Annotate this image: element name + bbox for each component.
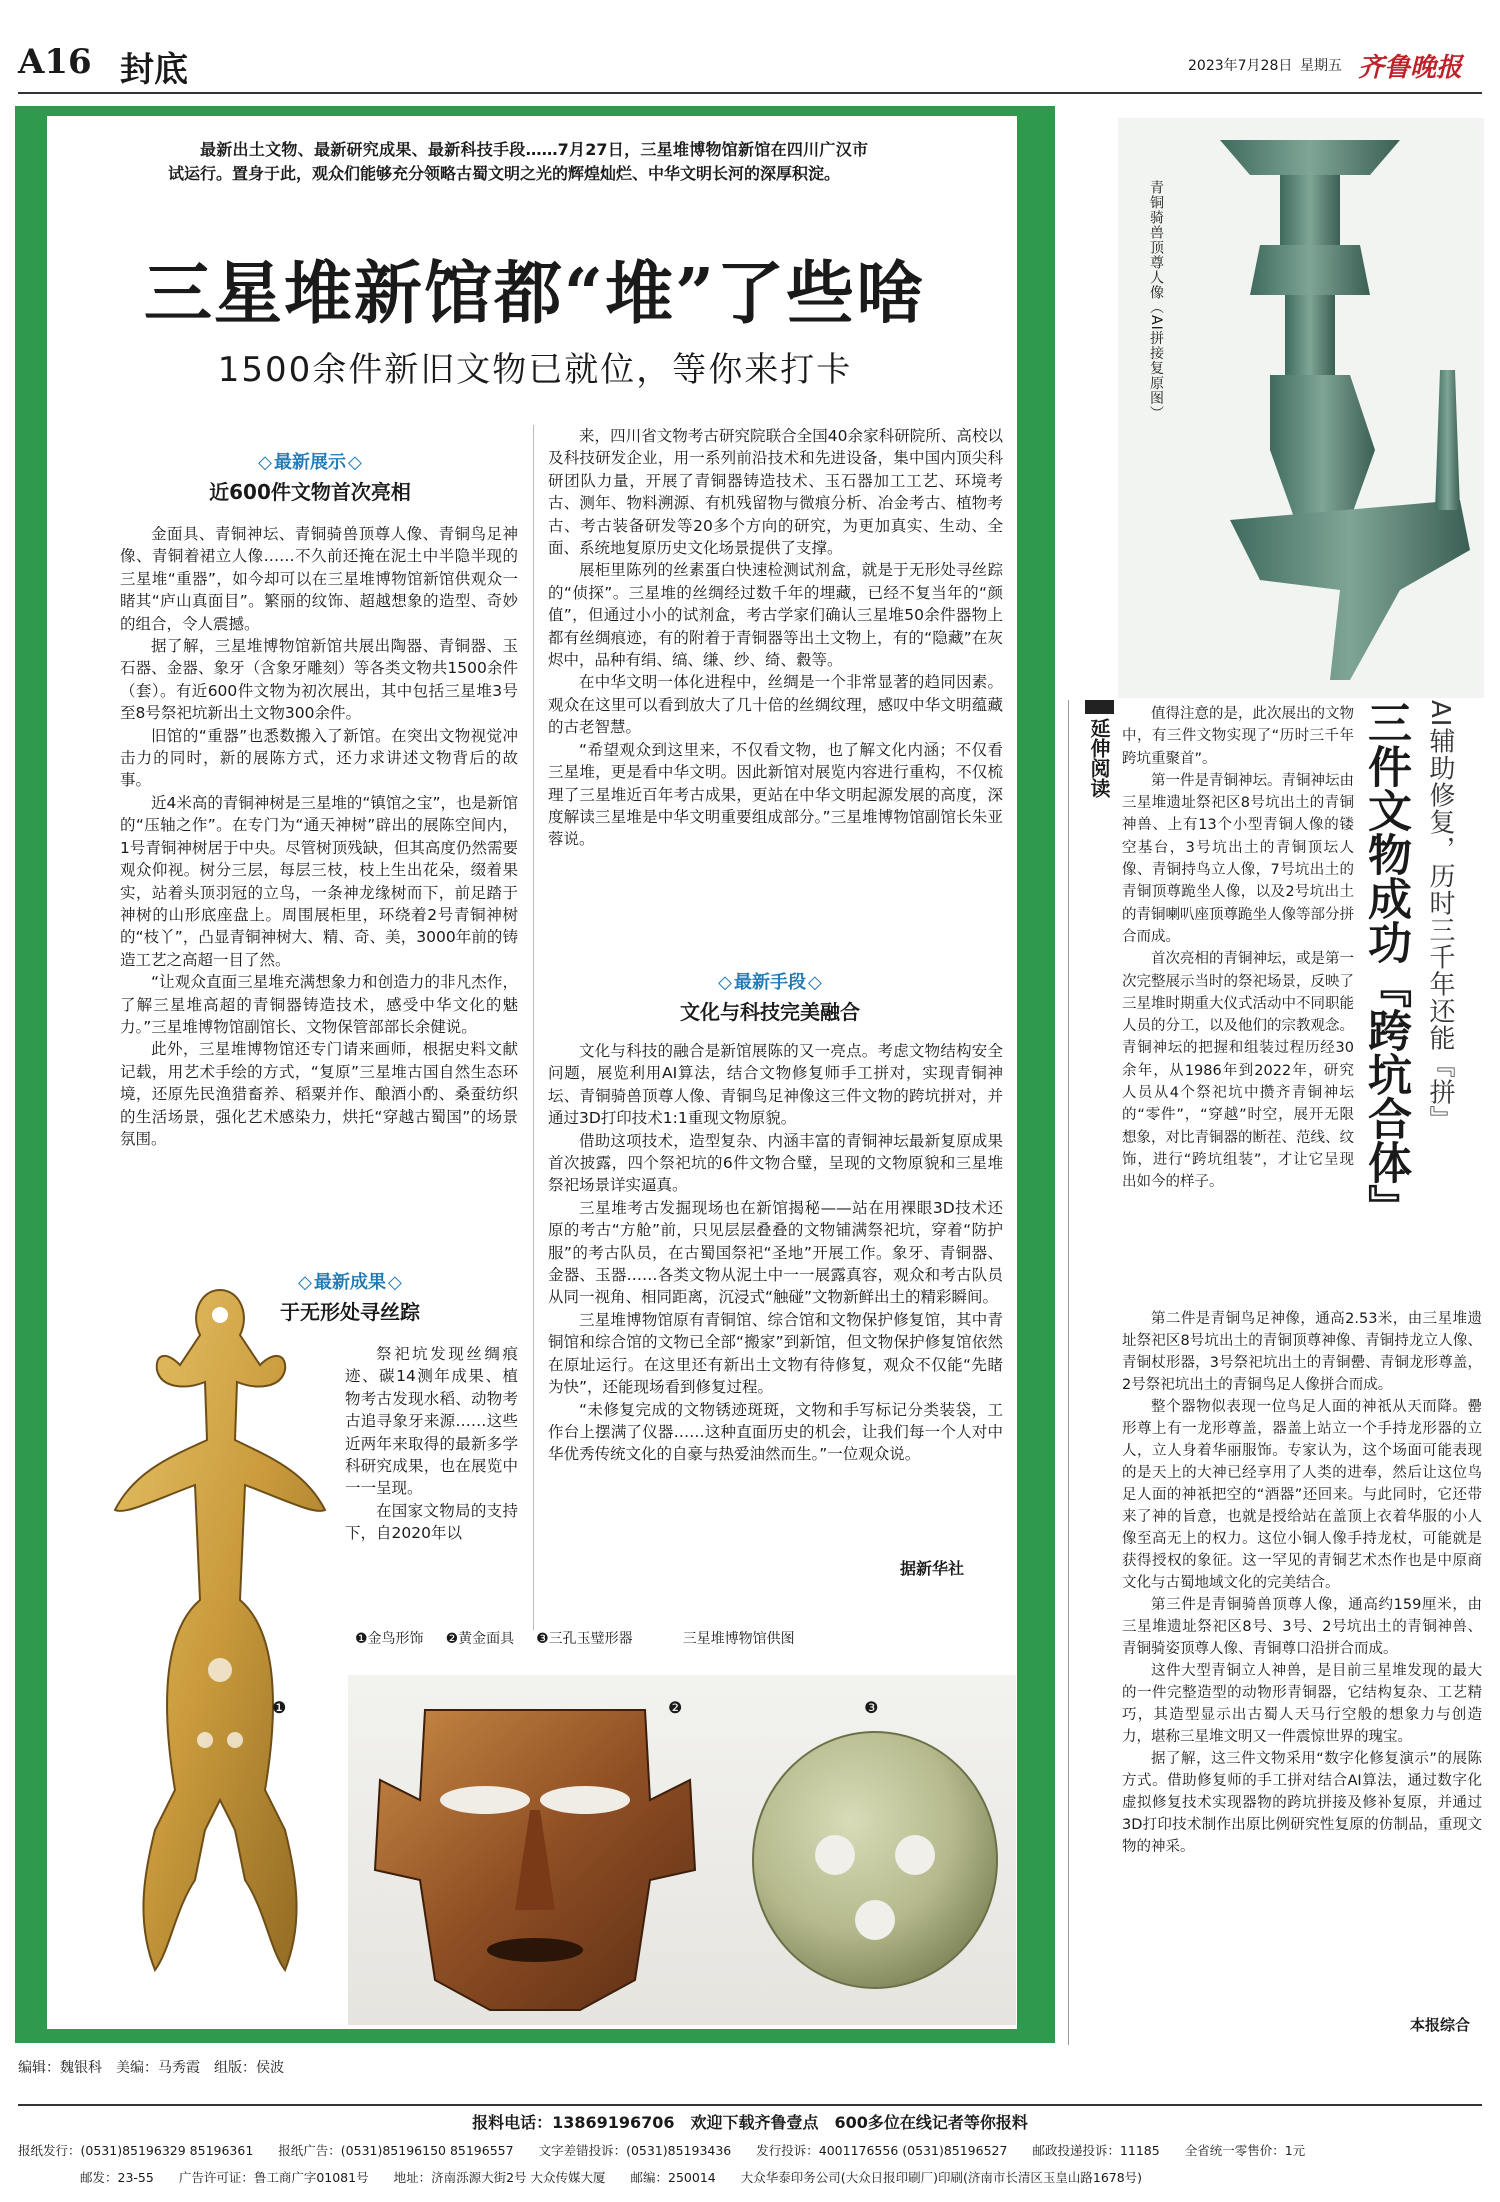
- sidebar-body-lower: [1122, 1308, 1482, 1858]
- footer-hotline: 报料电话：13869196706 欢迎下载齐鲁壹点 600多位在线记者等你报料: [472, 2113, 1028, 2132]
- paragraph: 据了解，这三件文物采用“数字化修复演示”的展陈方式。借助修复师的手工拼对结合AI算法，通过数字化虚拟修复技术实现器物的跨坑拼接及修补复原，并通过3D打印技术制作出原比例研究性复原的仿制品，重现文物的神采。: [1122, 1751, 1482, 1855]
- photo-number-2: ❷: [668, 1698, 683, 1717]
- section-name: 封底: [120, 50, 188, 90]
- paragraph: 值得注意的是，此次展出的文物中，有三件文物实现了“历时三千年 跨坑重聚首”。: [1122, 706, 1354, 767]
- statue-caption: 青铜骑兽顶尊人像（AI拼接复原图）: [1148, 180, 1164, 421]
- paragraph: 在中华文明一体化进程中，丝绸是一个非常显著的趋同因素。观众在这里可以看到放大了几十倍的丝绸纹理，感叹中华文明蕴藏的古老智慧。: [548, 673, 1003, 737]
- paragraph: 第一件是青铜神坛。青铜神坛由三星堆遗址祭祀区8号坑出土的青铜神兽、上有13个小型青铜人像的镂空基台，3号坑出土的青铜顶坛人像、青铜持鸟立人像，7号坑出土的青铜顶尊跪坐人像，以及2号坑出土的青铜喇叭座顶尊跪坐人像等部分拼合而成。: [1122, 772, 1354, 945]
- issue-date: 2023年7月28日: [1188, 58, 1293, 74]
- paragraph: 金面具、青铜神坛、青铜骑兽顶尊人像、青铜鸟足神像、青铜着裙立人像……不久前还掩在泥土中半隐半现的三星堆“重器”，如今却可以在三星堆博物馆新馆供观众一睹其“庐山真面目”。繁丽的纹饰、超越想象的造型、奇妙的组合，令人震撼。: [120, 525, 518, 633]
- column2-body-means: [548, 1040, 1003, 1466]
- paragraph: “希望观众到这里来，不仅看文物，也了解文化内涵；不仅看三星堆，更是看中华文明。因此新馆对展览内容进行重构，不仅梳理了三星堆近百年考古成果，更站在中华文明起源发展的高度，深度解读三星堆是中华文明重要组成部分。”三星堆博物馆副馆长朱亚蓉说。: [548, 740, 1003, 849]
- photo-number-1: ❶: [272, 1698, 287, 1717]
- subheadline: 1500余件新旧文物已就位，等你来打卡: [217, 350, 853, 390]
- paragraph: 近4米高的青铜神树是三星堆的“镇馆之宝”，也是新馆的“压轴之作”。在专门为“通天神树”辟出的展陈空间内，1号青铜神树居于中央。尽管树顶残缺，但其高度仍然需要观众仰视。树分三层，每层三枝，枝上生出花朵，缀着果实，站着头顶羽冠的立鸟，一条神龙缘树而下，前足踏于神树的山形底座盘上。周围展柜里，环绕着2号青铜神树的“枝丫”，凸显青铜神树大、精、奇、美，3000年前的铸造工艺之高超一目了然。: [120, 793, 518, 969]
- caption-jade-disc: ❸三孔玉璧形器: [536, 1631, 633, 1647]
- section-tag: ◇ 最新手段 ◇: [712, 968, 828, 994]
- caption-gold-bird: ❶金鸟形饰: [355, 1631, 424, 1647]
- section-subtitle: 近600件文物首次亮相: [209, 480, 411, 504]
- paragraph: 整个器物似表现一位鸟足人面的神祇从天而降。罍形尊上有一龙形尊盖，器盖上站立一个手持龙形器的立人，立人身着华丽服饰。专家认为，这个场面可能表现的是天上的大神已经享用了人类的进奉，然后让这位鸟足人面的神祇把空的“酒器”还回来。与此同时，它还带来了神的旨意，也就是授给站在盖顶上衣着华服的小人像至高无上的权力。这位小铜人像手持龙杖，可能就是获得授权的象征。这一罕见的青铜艺术杰作也是中原商文化与古蜀地域文化的完美结合。: [1122, 1399, 1482, 1591]
- photo-number-3: ❸: [864, 1698, 879, 1717]
- extended-reading-tag: 延伸阅读: [1085, 700, 1114, 798]
- paragraph: 文化与科技的融合是新馆展陈的又一亮点。考虑文物结构安全问题，展览利用AI算法，结合文物修复师手工拼对，实现青铜神坛、青铜骑兽顶尊人像、青铜鸟足神像这三件文物的跨坑拼对，并通过3D打印技术1:1重现文物原貌。: [548, 1042, 1003, 1128]
- section-tag: ◇ 最新展示 ◇: [252, 448, 368, 474]
- jade-disc-image: [740, 1705, 1010, 2005]
- header-rule: [18, 92, 1482, 94]
- paragraph: “未修复完成的文物锈迹斑斑，文物和手写标记分类装袋，工作台上摆满了仪器……这种直面历史的机会，让我们每一个人对中华优秀传统文化的自豪与热爱油然而生。”一位观众说。: [548, 1400, 1003, 1464]
- sidebar-headline: 三件文物成功『跨坑合体』: [1360, 700, 1411, 1228]
- section-heading-latest-means: [620, 968, 920, 1025]
- footer-line-2: 邮发：23-55 广告许可证：鲁工商广字01081号 地址：济南泺源大街2号 大众传媒大厦 邮编：250014 大众华泰印务公司(大众日报印刷厂)印刷(济南市长清区玉皇山路1678号): [80, 2170, 1143, 2185]
- editor-credits: 编辑：魏银科 美编：马秀霞 组版：侯波: [18, 2060, 284, 2076]
- paragraph: 此外，三星堆博物馆还专门请来画师，根据史料文献记载，用艺术手绘的方式，“复原”三星堆古国自然生态环境，还原先民渔猎畜养、稻粟并作、酿酒小酌、桑蚕纺织的生活场景，强化艺术感染力，烘托“穿越古蜀国”的场景氛围。: [120, 1040, 518, 1148]
- paragraph: 第二件是青铜鸟足神像，通高2.53米，由三星堆遗址祭祀区8号坑出土的青铜顶尊神像、青铜持龙立人像、青铜杖形器，3号祭祀坑出土的青铜罍、青铜龙形尊盖，2号祭祀坑出土的青铜鸟足人像拼合而成。: [1122, 1311, 1482, 1393]
- gold-mask-image: [365, 1680, 705, 2020]
- paragraph: 旧馆的“重器”也悉数搬入了新馆。在突出文物视觉冲击力的同时，新的展陈方式，还力求讲述文物背后的故事。: [120, 726, 518, 790]
- column1-body: [120, 523, 518, 1150]
- sidebar-body-upper: [1122, 703, 1354, 1194]
- column-divider: [533, 425, 534, 1630]
- paragraph: 借助这项技术，造型复杂、内涵丰富的青铜神坛最新复原成果首次披露，四个祭祀坑的6件文物合璧，呈现的文物原貌和三星堆祭祀场景详实逼真。: [548, 1131, 1003, 1195]
- paragraph: 在国家文物局的支持下，自2020年以: [345, 1501, 518, 1543]
- page-number: A16: [18, 42, 92, 82]
- column2-body: [548, 425, 1003, 851]
- section-subtitle: 文化与科技完美融合: [680, 1000, 860, 1024]
- sidebar-subheadline: AI辅助修复，历时三千年还能『拼』: [1425, 700, 1455, 1133]
- paragraph: 第三件是青铜骑兽顶尊人像，通高约159厘米，由三星堆遗址祭祀区8号、3号、2号坑出土的青铜神兽、青铜骑姿顶尊人像、青铜尊口沿拼合而成。: [1122, 1597, 1482, 1657]
- paragraph: 展柜里陈列的丝素蛋白快速检测试剂盒，就是于无形处寻丝踪的“侦探”。三星堆的丝绸经过数千年的埋藏，已经不复当年的“颜值”，但通过小小的试剂盒，考古学家们确认三星堆50余件器物上都有丝绸痕迹，有的附着于青铜器等出土文物上，有的“隐藏”在灰烬中，品种有绢、缟、缣、纱、绮、縠等。: [548, 561, 1003, 670]
- paragraph: 来，四川省文物考古研究院联合全国40余家科研院所、高校以及科技研发企业，用一系列前沿技术和先进设备，集中国内顶尖科研团队力量，开展了青铜器铸造技术、玉石器加工工艺、环境考古、测年、物料溯源、有机残留物与微痕分析、冶金考古、植物考古、考古装备研发等20多个方向的研究，为更加真实、生动、全面、系统地复原历史文化场景提供了支撑。: [548, 427, 1003, 558]
- intro-paragraph: 最新出土文物、最新研究成果、最新科技手段……7月27日，三星堆博物馆新馆在四川广汉市试运行。置身于此，观众们能够充分领略古蜀文明之光的辉煌灿烂、中华文明长河的深厚积淀。: [168, 140, 868, 183]
- footer-rule: [18, 2104, 1482, 2106]
- photo-captions-row: [355, 1628, 795, 1648]
- bronze-statue-image: [1200, 120, 1490, 700]
- article-credit: 据新华社: [900, 1559, 965, 1578]
- paragraph: “让观众直面三星堆充满想象力和创造力的非凡杰作，了解三星堆高超的青铜器铸造技术，感受中华文化的魅力。”三星堆博物馆副馆长、文物保管部部长余健说。: [120, 973, 518, 1036]
- paragraph: 这件大型青铜立人神兽，是目前三星堆发现的最大的一件完整造型的动物形青铜器，它结构复杂、工艺精巧，其造型显示出古蜀人天马行空般的想象力与创造力，堪称三星堆文明又一件震惊世界的瑰宝。: [1122, 1663, 1482, 1745]
- section-subtitle: 于无形处寻丝踪: [280, 1300, 420, 1324]
- paragraph: 据了解，三星堆博物馆新馆共展出陶器、青铜器、玉石器、金器、象牙（含象牙雕刻）等各类文物共1500余件（套）。有近600件文物为初次展出，其中包括三星堆3号至8号祭祀坑新出土文物300余件。: [120, 637, 518, 723]
- section-tag: ◇ 最新成果 ◇: [292, 1268, 408, 1294]
- weekday: 星期五: [1300, 58, 1342, 74]
- gold-bird-ornament-image: [95, 1270, 345, 2005]
- section-heading-latest-display: [160, 448, 460, 505]
- sidebar-credit: 本报综合: [1410, 2016, 1471, 2034]
- paragraph: 祭祀坑发现丝绸痕迹、碳14测年成果、植物考古发现水稻、动物考古追寻象牙来源……这些近两年来取得的最新多学科研究成果，也在展览中一一呈现。: [345, 1345, 518, 1498]
- footer-line-1: 报纸发行：(0531)85196329 85196361 报纸广告：(0531)85196150 85196557 文字差错投诉：(0531)85193436 发行投诉：4001176556 (0531)85196527 邮政投递投诉：11185 全省统一零售价：1元: [18, 2143, 1306, 2158]
- headline: 三星堆新馆都“堆”了些啥: [143, 254, 927, 334]
- caption-gold-mask: ❷黄金面具: [445, 1631, 515, 1647]
- paragraph: 首次亮相的青铜神坛，或是第一次完整展示当时的祭祀场景，反映了三星堆时期重大仪式活动中不同职能人员的分工，以及他们的宗教观念。青铜神坛的把握和组装过程历经30余年，从1986年到2022年，研究人员从4个祭祀坑中攒齐青铜神坛的“零件”，“穿越”时空，展开无限想象，对比青铜器的断茬、范线、纹饰，进行“跨坑组装”，才让它呈现出如今的样子。: [1122, 951, 1354, 1191]
- paragraph: 三星堆考古发掘现场也在新馆揭秘——站在用裸眼3D技术还原的考古“方舱”前，只见层层叠叠的文物铺满祭祀坑，穿着“防护服”的考古队员，在古蜀国祭祀“圣地”开展工作。象牙、青铜器、金器、玉器……各类文物从泥土中一一展露真容，观众和考古队员从同一视角、相同距离，沉浸式“触碰”文物新鲜出土的精彩瞬间。: [548, 1198, 1003, 1307]
- caption-photo-source: 三星堆博物馆供图: [682, 1631, 795, 1647]
- newspaper-logo: 齐鲁晚报: [1358, 53, 1463, 83]
- paragraph: 三星堆博物馆原有青铜馆、综合馆和文物保护修复馆，其中青铜馆和综合馆的文物已全部“搬家”到新馆，但文物保护修复馆依然在原址运行。在这里还有新出土文物有待修复，观众不仅能“先睹为快”，还能现场看到修复过程。: [548, 1310, 1003, 1397]
- sidebar-divider: [1068, 700, 1069, 2045]
- column1-body-results: [345, 1343, 518, 1545]
